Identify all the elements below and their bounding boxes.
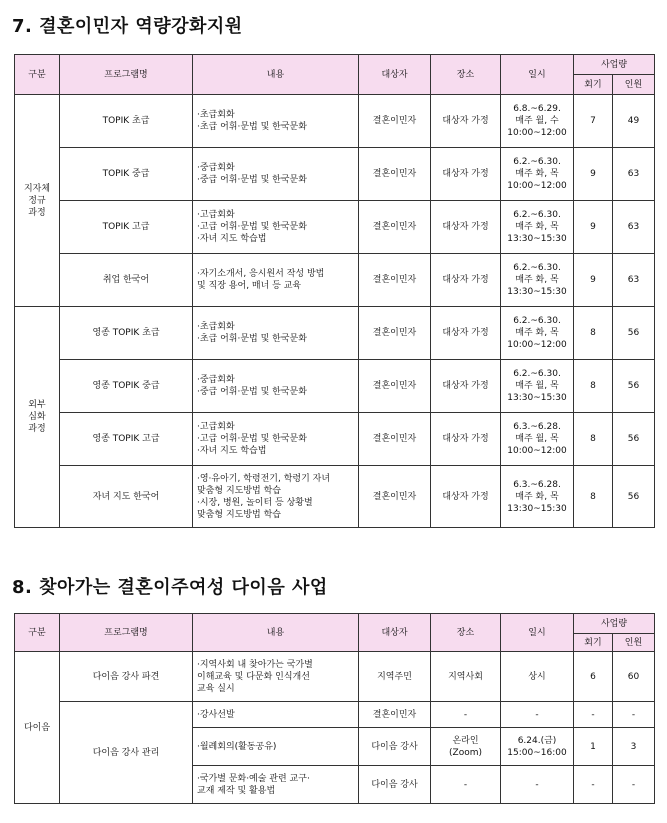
content-cell: ·초급회화 ·초급 어휘·문법 및 한국문화 bbox=[193, 95, 359, 148]
header-sessions: 회기 bbox=[574, 75, 613, 95]
schedule-cell: 6.2.~6.30. 매주 화, 목 10:00~12:00 bbox=[501, 148, 574, 201]
table-row bbox=[15, 148, 655, 201]
people-cell: 63 bbox=[613, 201, 655, 254]
header-category: 구분 bbox=[15, 614, 60, 652]
sessions-cell: 8 bbox=[574, 413, 613, 466]
people-cell: 63 bbox=[613, 148, 655, 201]
people-cell: 60 bbox=[613, 652, 655, 702]
program-cell: 영종 TOPIK 초급 bbox=[60, 307, 193, 360]
header-target: 대상자 bbox=[359, 55, 431, 95]
schedule-cell: 6.2.~6.30. 매주 화, 목 13:30~15:30 bbox=[501, 254, 574, 307]
target-cell: 결혼이민자 bbox=[359, 148, 431, 201]
schedule-cell: 6.3.~6.28. 매주 월, 목 10:00~12:00 bbox=[501, 413, 574, 466]
target-cell: 결혼이민자 bbox=[359, 466, 431, 528]
target-cell: 지역주민 bbox=[359, 652, 431, 702]
header-schedule: 일시 bbox=[501, 614, 574, 652]
content-cell: ·고급회화 ·고급 어휘·문법 및 한국문화 ·자녀 지도 학습법 bbox=[193, 413, 359, 466]
target-cell: 결혼이민자 bbox=[359, 254, 431, 307]
category-cell: 지자체 정규 과정 bbox=[15, 95, 60, 307]
header-content: 내용 bbox=[193, 55, 359, 95]
place-cell: 대상자 가정 bbox=[431, 466, 501, 528]
program-cell: 자녀 지도 한국어 bbox=[60, 466, 193, 528]
schedule-cell: 6.2.~6.30. 매주 월, 목 13:30~15:30 bbox=[501, 360, 574, 413]
place-cell: - bbox=[431, 702, 501, 728]
people-cell: 56 bbox=[613, 466, 655, 528]
table-row bbox=[15, 360, 655, 413]
target-cell: 결혼이민자 bbox=[359, 95, 431, 148]
program-cell: 영종 TOPIK 고급 bbox=[60, 413, 193, 466]
content-cell: ·초급회화 ·초급 어휘·문법 및 한국문화 bbox=[193, 307, 359, 360]
sessions-cell: 8 bbox=[574, 466, 613, 528]
table-row bbox=[15, 95, 655, 148]
sessions-cell: 8 bbox=[574, 360, 613, 413]
schedule-cell: 6.2.~6.30. 매주 화, 목 13:30~15:30 bbox=[501, 201, 574, 254]
category-cell: 외부 심화 과정 bbox=[15, 307, 60, 528]
program-cell: TOPIK 고급 bbox=[60, 201, 193, 254]
content-cell: ·중급회화 ·중급 어휘·문법 및 한국문화 bbox=[193, 148, 359, 201]
header-place: 장소 bbox=[431, 614, 501, 652]
target-cell: 결혼이민자 bbox=[359, 201, 431, 254]
content-cell: ·중급회화 ·중급 어휘·문법 및 한국문화 bbox=[193, 360, 359, 413]
table-row bbox=[15, 307, 655, 360]
section-title-8: 8. 찾아가는 결혼이주여성 다이음 사업 bbox=[12, 577, 328, 598]
place-cell: - bbox=[431, 766, 501, 804]
program-cell: 취업 한국어 bbox=[60, 254, 193, 307]
header-program: 프로그램명 bbox=[60, 55, 193, 95]
sessions-cell: - bbox=[574, 702, 613, 728]
table-row bbox=[15, 466, 655, 528]
content-cell: ·자기소개서, 응시원서 작성 방법 및 직장 용어, 매너 등 교육 bbox=[193, 254, 359, 307]
program-cell: TOPIK 중급 bbox=[60, 148, 193, 201]
schedule-cell: 6.3.~6.28. 매주 화, 목 13:30~15:30 bbox=[501, 466, 574, 528]
sessions-cell: 1 bbox=[574, 728, 613, 766]
header-volume: 사업량 bbox=[574, 55, 655, 75]
people-cell: - bbox=[613, 766, 655, 804]
schedule-cell: - bbox=[501, 702, 574, 728]
people-cell: 56 bbox=[613, 360, 655, 413]
people-cell: 49 bbox=[613, 95, 655, 148]
category-cell: 다이음 bbox=[15, 652, 60, 804]
table-row bbox=[15, 652, 655, 702]
sessions-cell: 8 bbox=[574, 307, 613, 360]
header-people: 인원 bbox=[613, 75, 655, 95]
sessions-cell: 9 bbox=[574, 148, 613, 201]
sessions-cell: 6 bbox=[574, 652, 613, 702]
header-sessions: 회기 bbox=[574, 634, 613, 652]
target-cell: 결혼이민자 bbox=[359, 413, 431, 466]
table-row bbox=[15, 254, 655, 307]
schedule-cell: 6.24.(금) 15:00~16:00 bbox=[501, 728, 574, 766]
content-cell: ·국가별 문화·예술 관련 교구· 교재 제작 및 활용법 bbox=[193, 766, 359, 804]
content-cell: ·지역사회 내 찾아가는 국가별 이해교육 및 다문화 인식개선 교육 실시 bbox=[193, 652, 359, 702]
header-target: 대상자 bbox=[359, 614, 431, 652]
place-cell: 지역사회 bbox=[431, 652, 501, 702]
header-program: 프로그램명 bbox=[60, 614, 193, 652]
program-cell: TOPIK 초급 bbox=[60, 95, 193, 148]
table-row bbox=[15, 201, 655, 254]
program-cell: 다이음 강사 관리 bbox=[60, 702, 193, 804]
place-cell: 대상자 가정 bbox=[431, 254, 501, 307]
target-cell: 다이음 강사 bbox=[359, 766, 431, 804]
header-place: 장소 bbox=[431, 55, 501, 95]
place-cell: 대상자 가정 bbox=[431, 360, 501, 413]
header-volume: 사업량 bbox=[574, 614, 655, 634]
target-cell: 다이음 강사 bbox=[359, 728, 431, 766]
place-cell: 대상자 가정 bbox=[431, 95, 501, 148]
marriage-migrant-program-table bbox=[14, 54, 655, 528]
target-cell: 결혼이민자 bbox=[359, 307, 431, 360]
people-cell: 3 bbox=[613, 728, 655, 766]
table-row bbox=[15, 702, 655, 728]
people-cell: 56 bbox=[613, 307, 655, 360]
schedule-cell: 6.8.~6.29. 매주 월, 수 10:00~12:00 bbox=[501, 95, 574, 148]
people-cell: 63 bbox=[613, 254, 655, 307]
content-cell: ·강사선발 bbox=[193, 702, 359, 728]
program-cell: 다이음 강사 파견 bbox=[60, 652, 193, 702]
place-cell: 대상자 가정 bbox=[431, 413, 501, 466]
sessions-cell: 9 bbox=[574, 254, 613, 307]
place-cell: 온라인 (Zoom) bbox=[431, 728, 501, 766]
schedule-cell: 상시 bbox=[501, 652, 574, 702]
header-people: 인원 bbox=[613, 634, 655, 652]
schedule-cell: 6.2.~6.30. 매주 화, 목 10:00~12:00 bbox=[501, 307, 574, 360]
sessions-cell: 9 bbox=[574, 201, 613, 254]
people-cell: - bbox=[613, 702, 655, 728]
place-cell: 대상자 가정 bbox=[431, 307, 501, 360]
target-cell: 결혼이민자 bbox=[359, 702, 431, 728]
content-cell: ·영·유아기, 학령전기, 학령기 자녀 맞춤형 지도방법 학습 ·시장, 병원, 놀이터 등 상황별 맞춤형 지도방법 학습 bbox=[193, 466, 359, 528]
place-cell: 대상자 가정 bbox=[431, 201, 501, 254]
place-cell: 대상자 가정 bbox=[431, 148, 501, 201]
content-cell: ·고급회화 ·고급 어휘·문법 및 한국문화 ·자녀 지도 학습법 bbox=[193, 201, 359, 254]
section-title-7: 7. 결혼이민자 역량강화지원 bbox=[12, 16, 243, 37]
people-cell: 56 bbox=[613, 413, 655, 466]
header-schedule: 일시 bbox=[501, 55, 574, 95]
header-category: 구분 bbox=[15, 55, 60, 95]
table-row bbox=[15, 413, 655, 466]
header-content: 내용 bbox=[193, 614, 359, 652]
sessions-cell: 7 bbox=[574, 95, 613, 148]
program-cell: 영종 TOPIK 중급 bbox=[60, 360, 193, 413]
target-cell: 결혼이민자 bbox=[359, 360, 431, 413]
schedule-cell: - bbox=[501, 766, 574, 804]
daieum-program-table bbox=[14, 613, 655, 804]
content-cell: ·월례회의(활동공유) bbox=[193, 728, 359, 766]
sessions-cell: - bbox=[574, 766, 613, 804]
